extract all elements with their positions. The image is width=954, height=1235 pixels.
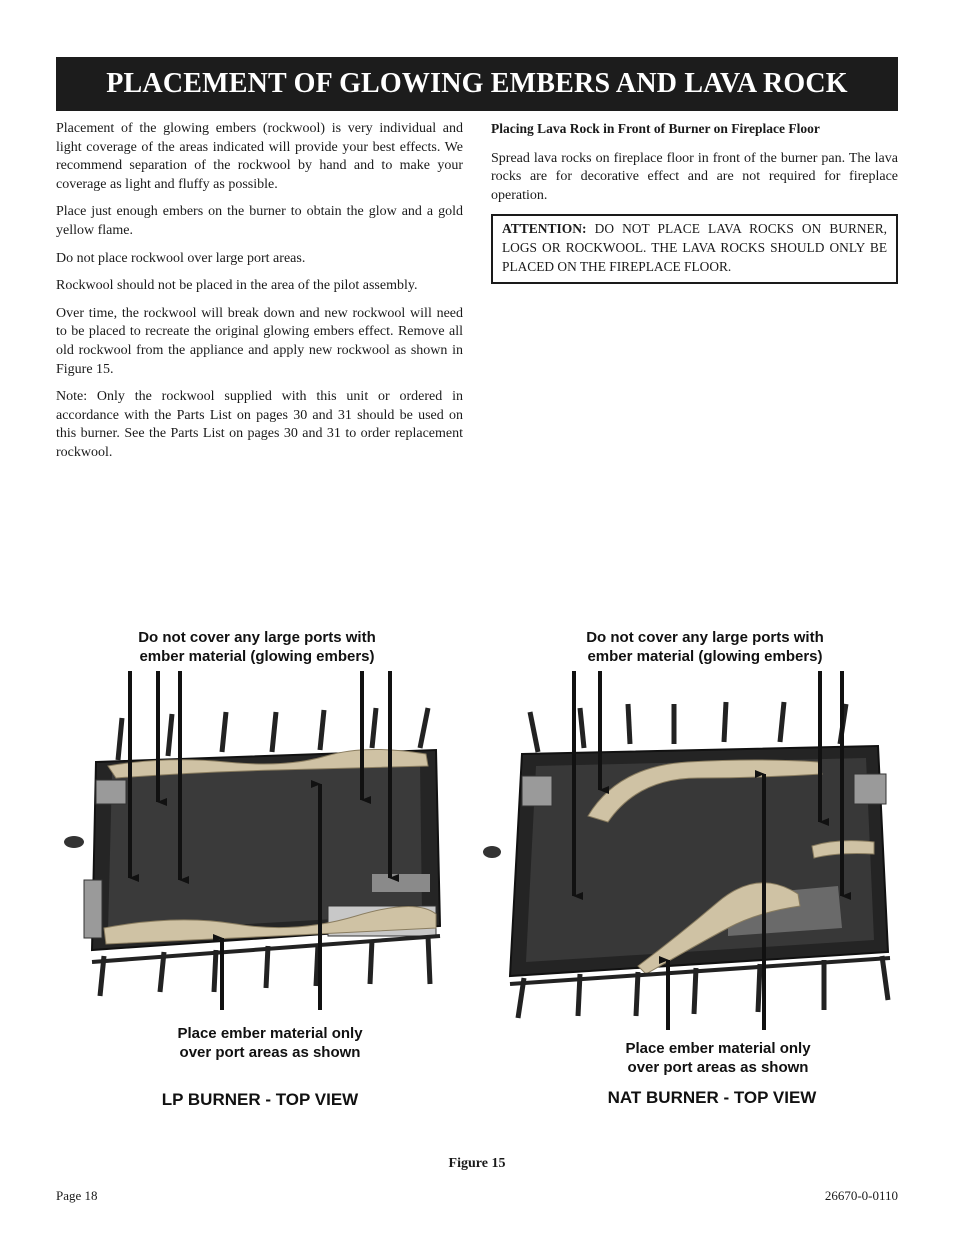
paragraph: Placement of the glowing embers (rockwool) is very individual and light coverage of the areas indicated will provide your best effects. We recommend separation of the rockwool by hand and to make your coverage as light and fluffy as possible.	[56, 121, 463, 192]
document-number: 26670-0-0110	[824, 1188, 898, 1203]
callout-line: Do not cover any large ports with	[138, 629, 376, 646]
paragraph: Rockwool should not be placed in the area of the pilot assembly.	[56, 278, 418, 294]
lp-bottom-callout	[140, 1024, 400, 1062]
lp-burner-photo	[56, 666, 444, 1010]
page-number: Page 18	[56, 1188, 98, 1203]
callout-line: Place ember material only	[625, 1040, 811, 1057]
paragraph: Place just enough embers on the burner to obtain the glow and a gold yellow flame.	[56, 204, 463, 238]
lava-rock-subheading: Placing Lava Rock in Front of Burner on Fireplace Floor	[491, 121, 820, 136]
callout-line: over port areas as shown	[179, 1044, 361, 1061]
paragraph: Over time, the rockwool will break down and new rockwool will need to be placed to recreate the original glowing embers effect. Remove all old rockwool from the appliance and apply new rockwool as shown in Figure 15.	[56, 305, 463, 377]
callout-line: Do not cover any large ports with	[586, 629, 824, 646]
lp-view-title: LP BURNER - TOP VIEW	[161, 1090, 359, 1109]
attention-label: ATTENTION:	[502, 221, 587, 237]
nat-bottom-callout	[588, 1039, 848, 1077]
page-title-banner	[56, 57, 898, 111]
nat-view-title: NAT BURNER - TOP VIEW	[607, 1088, 817, 1107]
attention-text: DO NOT PLACE LAVA ROCKS ON BURNER, LOGS OR ROCKWOOL. THE LAVA ROCKS SHOULD ONLY BE PLACED ON THE FIREPLACE FLOOR.	[502, 221, 887, 274]
paragraph: Do not place rockwool over large port areas.	[56, 250, 306, 266]
page-title: PLACEMENT OF GLOWING EMBERS AND LAVA ROCK	[106, 68, 848, 99]
right-column	[491, 120, 898, 284]
attention-box	[491, 214, 898, 284]
callout-line: ember material (glowing embers)	[587, 648, 823, 665]
paragraph: Note: Only the rockwool supplied with this unit or ordered in accordance with the Parts List on pages 30 and 31 should be used on this burner. See the Parts List on pages 30 and 31 to order replacement rockwool.	[56, 389, 463, 460]
paragraph: Spread lava rocks on fireplace floor in front of the burner pan. The lava rocks are for decorative effect and are not required for fireplace operation.	[491, 150, 898, 203]
figure-caption: Figure 15	[448, 1156, 506, 1171]
callout-line: over port areas as shown	[627, 1059, 809, 1076]
callout-line: Place ember material only	[177, 1025, 363, 1042]
lp-top-callout	[100, 628, 414, 666]
nat-burner-photo	[478, 666, 898, 1032]
callout-line: ember material (glowing embers)	[139, 648, 375, 665]
nat-top-callout	[548, 628, 862, 666]
left-column	[56, 120, 463, 472]
